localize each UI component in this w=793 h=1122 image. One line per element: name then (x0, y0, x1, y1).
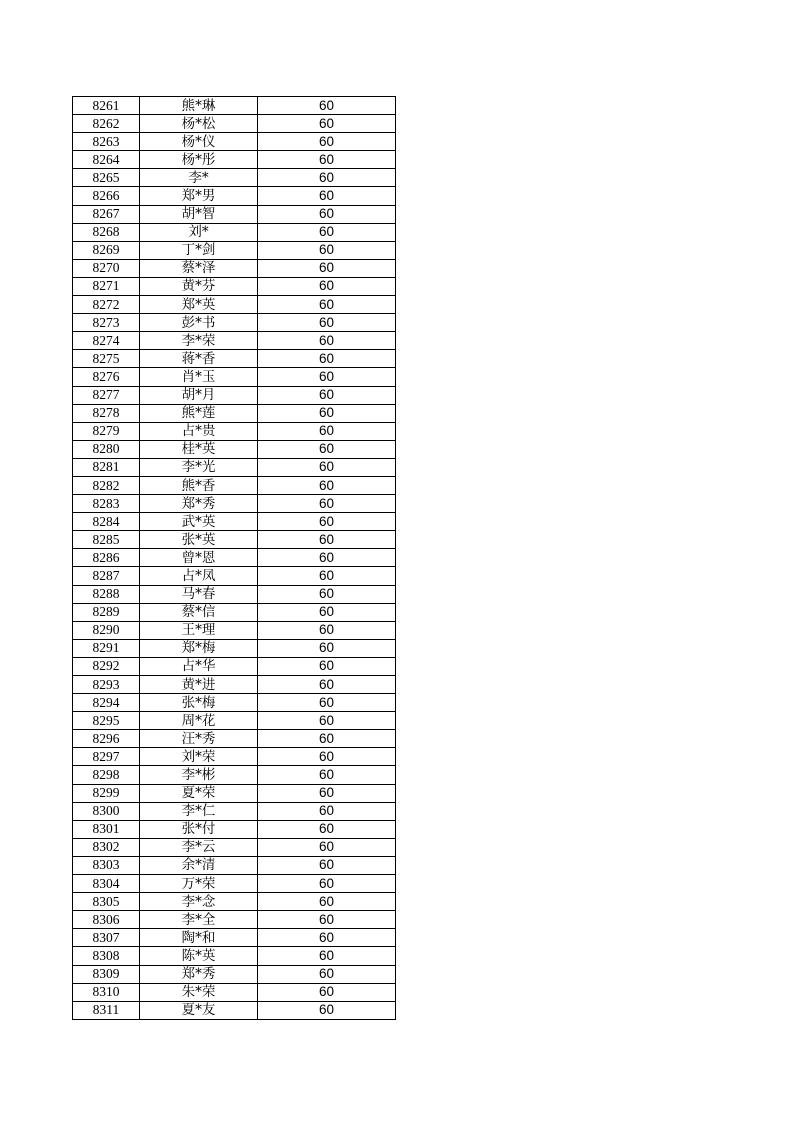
amount-cell: 60 (258, 422, 396, 440)
name-cell: 郑*梅 (140, 639, 258, 657)
name-cell: 万*荣 (140, 875, 258, 893)
table-row (73, 549, 396, 567)
row-number-cell: 8264 (73, 151, 140, 169)
row-number-cell: 8297 (73, 748, 140, 766)
name-cell: 马*春 (140, 585, 258, 603)
row-number-cell: 8268 (73, 223, 140, 241)
row-number-cell: 8274 (73, 332, 140, 350)
row-number-cell: 8267 (73, 205, 140, 223)
table-row (73, 784, 396, 802)
table-row (73, 169, 396, 187)
amount-cell: 60 (258, 133, 396, 151)
row-number-cell: 8286 (73, 549, 140, 567)
amount-cell: 60 (258, 169, 396, 187)
amount-cell: 60 (258, 911, 396, 929)
amount-cell: 60 (258, 368, 396, 386)
row-number-cell: 8289 (73, 603, 140, 621)
name-cell: 肖*玉 (140, 368, 258, 386)
name-cell: 李*仁 (140, 802, 258, 820)
amount-cell: 60 (258, 223, 396, 241)
row-number-cell: 8269 (73, 241, 140, 259)
row-number-cell: 8303 (73, 856, 140, 874)
amount-cell: 60 (258, 332, 396, 350)
amount-cell: 60 (258, 440, 396, 458)
row-number-cell: 8293 (73, 676, 140, 694)
table-row (73, 314, 396, 332)
name-cell: 占*华 (140, 657, 258, 675)
row-number-cell: 8266 (73, 187, 140, 205)
amount-cell: 60 (258, 784, 396, 802)
name-cell: 胡*月 (140, 386, 258, 404)
row-number-cell: 8294 (73, 694, 140, 712)
table-row (73, 694, 396, 712)
row-number-cell: 8265 (73, 169, 140, 187)
name-cell: 朱*荣 (140, 983, 258, 1001)
amount-cell: 60 (258, 965, 396, 983)
name-cell: 李*光 (140, 458, 258, 476)
name-cell: 刘*荣 (140, 748, 258, 766)
row-number-cell: 8309 (73, 965, 140, 983)
amount-cell: 60 (258, 838, 396, 856)
name-cell: 刘* (140, 223, 258, 241)
name-cell: 占*贵 (140, 422, 258, 440)
row-number-cell: 8261 (73, 97, 140, 115)
name-cell: 李*念 (140, 893, 258, 911)
name-cell: 彭*书 (140, 314, 258, 332)
amount-cell: 60 (258, 603, 396, 621)
table-row (73, 422, 396, 440)
name-cell: 周*花 (140, 712, 258, 730)
table-row (73, 911, 396, 929)
row-number-cell: 8288 (73, 585, 140, 603)
table-row (73, 838, 396, 856)
table-row (73, 965, 396, 983)
amount-cell: 60 (258, 766, 396, 784)
table-row (73, 205, 396, 223)
table-row (73, 187, 396, 205)
amount-cell: 60 (258, 748, 396, 766)
name-cell: 李* (140, 169, 258, 187)
amount-cell: 60 (258, 350, 396, 368)
amount-cell: 60 (258, 386, 396, 404)
table-row (73, 133, 396, 151)
amount-cell: 60 (258, 115, 396, 133)
row-number-cell: 8311 (73, 1001, 140, 1019)
row-number-cell: 8299 (73, 784, 140, 802)
table-row (73, 893, 396, 911)
amount-cell: 60 (258, 97, 396, 115)
row-number-cell: 8282 (73, 476, 140, 494)
name-cell: 陈*英 (140, 947, 258, 965)
row-number-cell: 8277 (73, 386, 140, 404)
amount-cell: 60 (258, 694, 396, 712)
row-number-cell: 8298 (73, 766, 140, 784)
table-row (73, 151, 396, 169)
row-number-cell: 8300 (73, 802, 140, 820)
name-cell: 杨*彤 (140, 151, 258, 169)
row-number-cell: 8304 (73, 875, 140, 893)
table-row (73, 929, 396, 947)
amount-cell: 60 (258, 495, 396, 513)
name-cell: 李*云 (140, 838, 258, 856)
table-row (73, 621, 396, 639)
row-number-cell: 8272 (73, 296, 140, 314)
amount-cell: 60 (258, 531, 396, 549)
row-number-cell: 8270 (73, 259, 140, 277)
name-cell: 余*清 (140, 856, 258, 874)
row-number-cell: 8301 (73, 820, 140, 838)
row-number-cell: 8290 (73, 621, 140, 639)
table-row (73, 856, 396, 874)
row-number-cell: 8310 (73, 983, 140, 1001)
table-row (73, 802, 396, 820)
amount-cell: 60 (258, 404, 396, 422)
table-row (73, 495, 396, 513)
amount-cell: 60 (258, 567, 396, 585)
row-number-cell: 8284 (73, 513, 140, 531)
name-cell: 李*彬 (140, 766, 258, 784)
name-cell: 郑*秀 (140, 495, 258, 513)
table-row (73, 676, 396, 694)
table-row (73, 875, 396, 893)
name-cell: 李*荣 (140, 332, 258, 350)
amount-cell: 60 (258, 947, 396, 965)
row-number-cell: 8263 (73, 133, 140, 151)
row-number-cell: 8305 (73, 893, 140, 911)
table-row (73, 458, 396, 476)
table-row (73, 820, 396, 838)
amount-cell: 60 (258, 585, 396, 603)
name-cell: 熊*琳 (140, 97, 258, 115)
name-cell: 蔡*泽 (140, 259, 258, 277)
name-cell: 陶*和 (140, 929, 258, 947)
name-cell: 胡*智 (140, 205, 258, 223)
table-row (73, 241, 396, 259)
amount-cell: 60 (258, 893, 396, 911)
row-number-cell: 8302 (73, 838, 140, 856)
amount-cell: 60 (258, 549, 396, 567)
table-row (73, 404, 396, 422)
table-row (73, 350, 396, 368)
name-cell: 蔡*信 (140, 603, 258, 621)
table-row (73, 585, 396, 603)
table-row (73, 603, 396, 621)
table-row (73, 115, 396, 133)
row-number-cell: 8306 (73, 911, 140, 929)
table-row (73, 730, 396, 748)
row-number-cell: 8281 (73, 458, 140, 476)
amount-cell: 60 (258, 296, 396, 314)
amount-cell: 60 (258, 259, 396, 277)
amount-cell: 60 (258, 730, 396, 748)
amount-cell: 60 (258, 476, 396, 494)
name-cell: 张*付 (140, 820, 258, 838)
table-row (73, 440, 396, 458)
amount-cell: 60 (258, 875, 396, 893)
table-row (73, 296, 396, 314)
name-cell: 蒋*香 (140, 350, 258, 368)
amount-cell: 60 (258, 621, 396, 639)
name-cell: 丁*剑 (140, 241, 258, 259)
name-cell: 夏*友 (140, 1001, 258, 1019)
table-row (73, 712, 396, 730)
name-cell: 占*凤 (140, 567, 258, 585)
table-row (73, 332, 396, 350)
table-row (73, 766, 396, 784)
table-row (73, 947, 396, 965)
name-cell: 武*英 (140, 513, 258, 531)
row-number-cell: 8295 (73, 712, 140, 730)
row-number-cell: 8273 (73, 314, 140, 332)
amount-cell: 60 (258, 151, 396, 169)
amount-cell: 60 (258, 277, 396, 295)
table-row (73, 223, 396, 241)
name-cell: 汪*秀 (140, 730, 258, 748)
name-cell: 王*理 (140, 621, 258, 639)
row-number-cell: 8291 (73, 639, 140, 657)
table-row (73, 277, 396, 295)
amount-cell: 60 (258, 802, 396, 820)
table-row (73, 748, 396, 766)
name-cell: 桂*英 (140, 440, 258, 458)
table-row (73, 513, 396, 531)
row-number-cell: 8285 (73, 531, 140, 549)
name-cell: 曾*恩 (140, 549, 258, 567)
row-number-cell: 8278 (73, 404, 140, 422)
name-cell: 郑*秀 (140, 965, 258, 983)
table-row (73, 476, 396, 494)
name-cell: 熊*香 (140, 476, 258, 494)
row-number-cell: 8279 (73, 422, 140, 440)
row-number-cell: 8280 (73, 440, 140, 458)
amount-cell: 60 (258, 1001, 396, 1019)
table-row (73, 639, 396, 657)
table-row (73, 1001, 396, 1019)
amount-cell: 60 (258, 458, 396, 476)
amount-cell: 60 (258, 241, 396, 259)
amount-cell: 60 (258, 205, 396, 223)
row-number-cell: 8276 (73, 368, 140, 386)
name-cell: 郑*男 (140, 187, 258, 205)
name-cell: 黄*芬 (140, 277, 258, 295)
amount-cell: 60 (258, 929, 396, 947)
row-number-cell: 8296 (73, 730, 140, 748)
amount-cell: 60 (258, 676, 396, 694)
table-row (73, 531, 396, 549)
amount-cell: 60 (258, 856, 396, 874)
table-row (73, 386, 396, 404)
table-row (73, 259, 396, 277)
table-row (73, 567, 396, 585)
row-number-cell: 8283 (73, 495, 140, 513)
name-cell: 夏*荣 (140, 784, 258, 802)
table-row (73, 368, 396, 386)
payment-list-table (72, 96, 396, 1020)
amount-cell: 60 (258, 187, 396, 205)
name-cell: 黄*进 (140, 676, 258, 694)
name-cell: 熊*莲 (140, 404, 258, 422)
name-cell: 郑*英 (140, 296, 258, 314)
row-number-cell: 8292 (73, 657, 140, 675)
name-cell: 杨*松 (140, 115, 258, 133)
row-number-cell: 8308 (73, 947, 140, 965)
amount-cell: 60 (258, 983, 396, 1001)
row-number-cell: 8307 (73, 929, 140, 947)
table-row (73, 983, 396, 1001)
table-row (73, 97, 396, 115)
amount-cell: 60 (258, 820, 396, 838)
amount-cell: 60 (258, 513, 396, 531)
table-row (73, 657, 396, 675)
name-cell: 张*梅 (140, 694, 258, 712)
name-cell: 李*全 (140, 911, 258, 929)
table-body (73, 97, 396, 1020)
row-number-cell: 8271 (73, 277, 140, 295)
amount-cell: 60 (258, 712, 396, 730)
row-number-cell: 8287 (73, 567, 140, 585)
amount-cell: 60 (258, 639, 396, 657)
amount-cell: 60 (258, 314, 396, 332)
row-number-cell: 8262 (73, 115, 140, 133)
amount-cell: 60 (258, 657, 396, 675)
row-number-cell: 8275 (73, 350, 140, 368)
name-cell: 杨*仪 (140, 133, 258, 151)
name-cell: 张*英 (140, 531, 258, 549)
